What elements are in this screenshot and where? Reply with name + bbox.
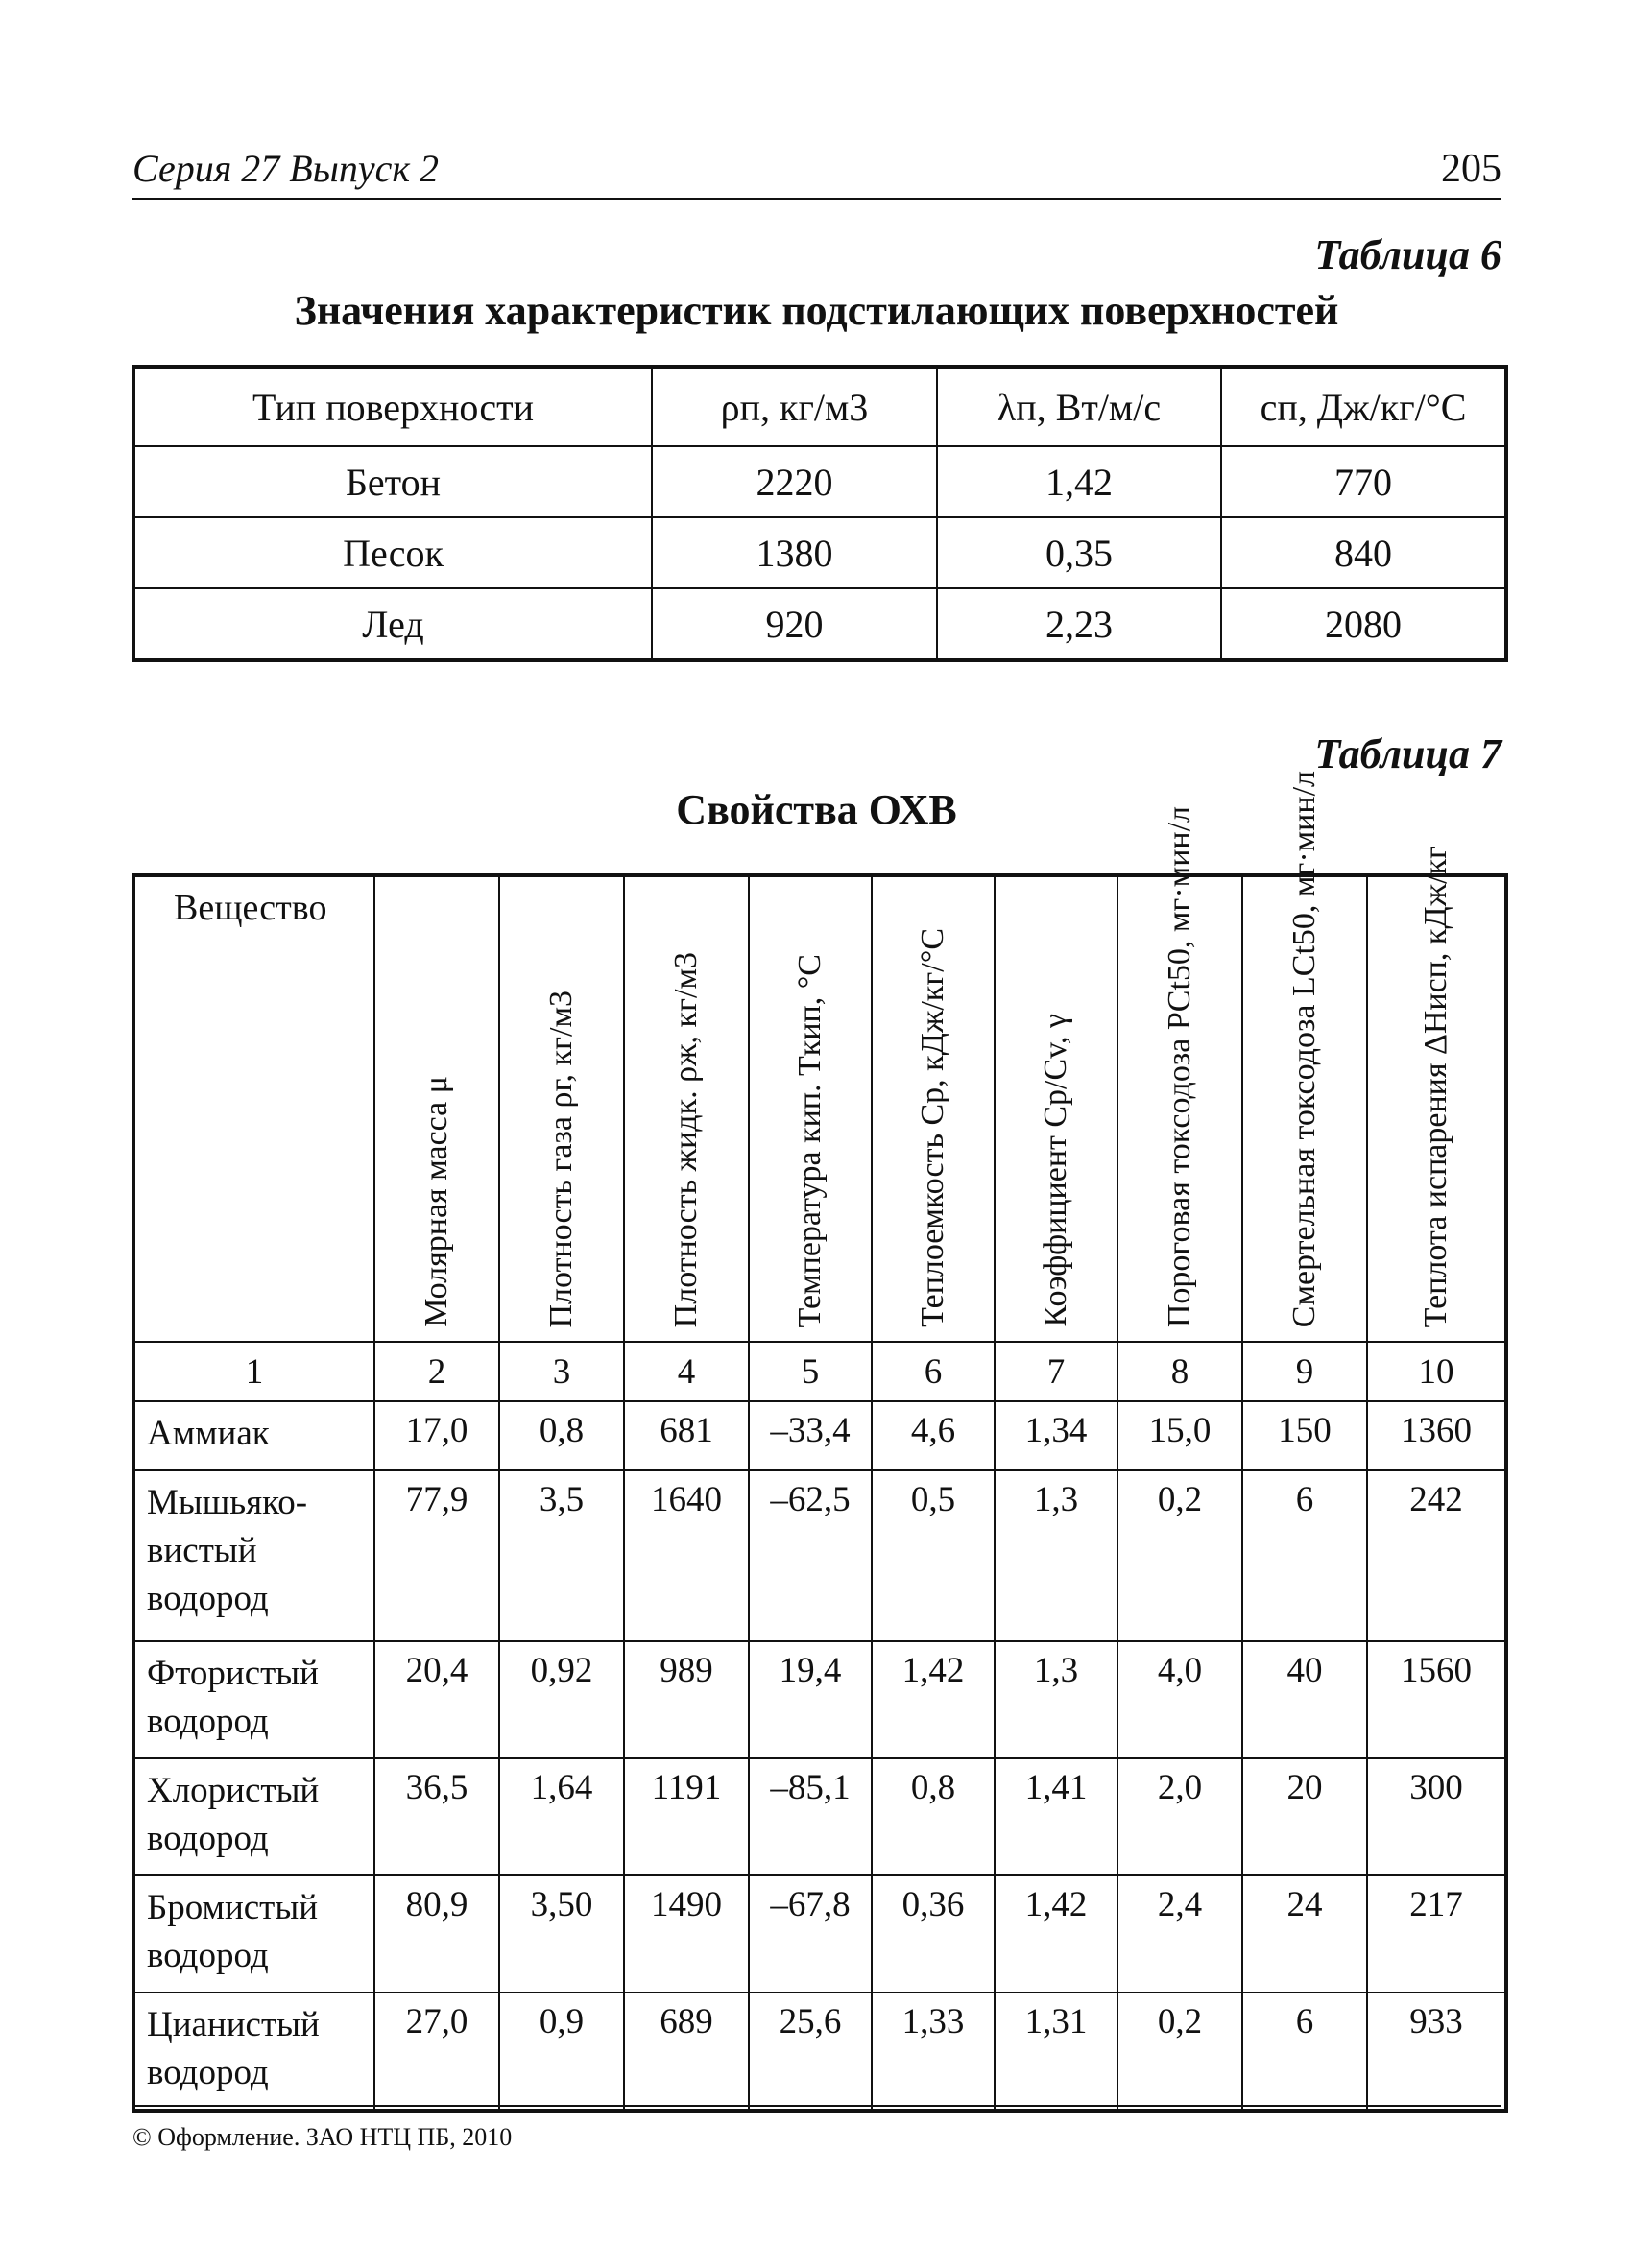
table-cell: 4,0 xyxy=(1117,1641,1242,1758)
column-header-text: Теплоемкость Cp, кДж/кг/°С xyxy=(915,928,950,1327)
column-number: 7 xyxy=(995,1342,1117,1401)
table-row xyxy=(133,446,1506,517)
table-cell: 0,9 xyxy=(499,1993,624,2111)
table-cell: 920 xyxy=(652,588,937,660)
table-cell: 0,36 xyxy=(872,1875,995,1993)
column-header-text: Плотность жидк. ρж, кг/м3 xyxy=(668,951,704,1327)
table-cell: 242 xyxy=(1367,1470,1506,1641)
column-header xyxy=(749,875,872,1342)
table-cell: 681 xyxy=(624,1401,749,1470)
column-header xyxy=(1117,805,1242,1342)
substance-name: Цианистый водород xyxy=(133,1993,374,2111)
table-cell: 1191 xyxy=(624,1758,749,1875)
table-cell: 217 xyxy=(1367,1875,1506,1993)
table-cell: Лед xyxy=(133,588,652,660)
table-cell: 0,8 xyxy=(499,1401,624,1470)
table-cell: –62,5 xyxy=(749,1470,872,1641)
footer-rule xyxy=(132,2105,1501,2107)
table-row xyxy=(133,1470,1506,1641)
column-header-text: Молярная масса μ xyxy=(419,1076,454,1327)
table-cell: 1490 xyxy=(624,1875,749,1993)
column-header-text: Смертельная токсодоза LCt50, мг·мин/л xyxy=(1286,770,1322,1327)
column-header-text: Плотность газа ρг, кг/м3 xyxy=(543,990,579,1327)
table-row xyxy=(133,1641,1506,1758)
column-header xyxy=(1367,845,1506,1342)
surface-properties-table xyxy=(132,365,1508,662)
column-number-row xyxy=(133,1342,1506,1401)
substance-name: Бромистый водород xyxy=(133,1875,374,1993)
table-cell: 1,3 xyxy=(995,1641,1117,1758)
table-cell: 0,8 xyxy=(872,1758,995,1875)
table-cell: 2,4 xyxy=(1117,1875,1242,1993)
table-cell: –85,1 xyxy=(749,1758,872,1875)
column-header xyxy=(1242,770,1367,1342)
table-row xyxy=(133,1401,1506,1470)
column-number: 2 xyxy=(374,1342,499,1401)
column-header xyxy=(374,875,499,1342)
table-cell: 2,23 xyxy=(937,588,1221,660)
column-header xyxy=(872,875,995,1342)
column-header: λп, Вт/м/с xyxy=(937,367,1221,446)
column-header: Вещество xyxy=(133,875,374,1342)
column-header: Тип поверхности xyxy=(133,367,652,446)
table-cell: 17,0 xyxy=(374,1401,499,1470)
table-cell: 989 xyxy=(624,1641,749,1758)
table-cell: 77,9 xyxy=(374,1470,499,1641)
table-cell: 6 xyxy=(1242,1470,1367,1641)
table-cell: 1560 xyxy=(1367,1641,1506,1758)
table-cell: 1380 xyxy=(652,517,937,588)
table-cell: 1640 xyxy=(624,1470,749,1641)
table-cell: 933 xyxy=(1367,1993,1506,2111)
table-cell: 1,41 xyxy=(995,1758,1117,1875)
column-number: 4 xyxy=(624,1342,749,1401)
column-header: сп, Дж/кг/°С xyxy=(1221,367,1506,446)
header-rule xyxy=(132,198,1501,200)
table-cell: 0,2 xyxy=(1117,1993,1242,2111)
table-row xyxy=(133,1758,1506,1875)
table-cell: 3,50 xyxy=(499,1875,624,1993)
table-cell: 1,3 xyxy=(995,1470,1117,1641)
table-header-row xyxy=(133,875,1506,1342)
table-cell: 0,2 xyxy=(1117,1470,1242,1641)
table-cell: 40 xyxy=(1242,1641,1367,1758)
table-header-row xyxy=(133,367,1506,446)
table6-title: Значения характеристик подстилающих поверхностей xyxy=(294,287,1339,334)
table-cell: 770 xyxy=(1221,446,1506,517)
column-header xyxy=(499,875,624,1342)
substance-name: Мышьяко-вистый водород xyxy=(133,1470,374,1641)
table-cell: 27,0 xyxy=(374,1993,499,2111)
column-number: 6 xyxy=(872,1342,995,1401)
column-number: 9 xyxy=(1242,1342,1367,1401)
table-cell: 1,31 xyxy=(995,1993,1117,2111)
table-row xyxy=(133,517,1506,588)
table-cell: 6 xyxy=(1242,1993,1367,2111)
table7-label: Таблица 7 xyxy=(1314,730,1501,777)
table-cell: 24 xyxy=(1242,1875,1367,1993)
table-cell: 4,6 xyxy=(872,1401,995,1470)
table-cell: 1,33 xyxy=(872,1993,995,2111)
table-cell: 150 xyxy=(1242,1401,1367,1470)
table-cell: 0,92 xyxy=(499,1641,624,1758)
table-cell: 2080 xyxy=(1221,588,1506,660)
table-cell: 689 xyxy=(624,1993,749,2111)
table-cell: –67,8 xyxy=(749,1875,872,1993)
table7-title: Свойства ОХВ xyxy=(676,786,957,833)
table-cell: 1,42 xyxy=(995,1875,1117,1993)
column-number: 3 xyxy=(499,1342,624,1401)
table-cell: 19,4 xyxy=(749,1641,872,1758)
column-header-text: Коэффициент Cp/Cv, γ xyxy=(1038,1014,1073,1327)
column-number: 5 xyxy=(749,1342,872,1401)
column-number: 10 xyxy=(1367,1342,1506,1401)
running-head: Серия 27 Выпуск 2 xyxy=(132,147,440,190)
column-header-text: Пороговая токсодоза PCt50, мг·мин/л xyxy=(1162,805,1197,1327)
substance-name: Фтористый водород xyxy=(133,1641,374,1758)
substance-name: Хлористый водород xyxy=(133,1758,374,1875)
substance-name: Аммиак xyxy=(133,1401,374,1470)
table-cell: 1,42 xyxy=(872,1641,995,1758)
table-cell: 20 xyxy=(1242,1758,1367,1875)
table-row xyxy=(133,1993,1506,2111)
table-cell: 3,5 xyxy=(499,1470,624,1641)
column-number: 1 xyxy=(133,1342,374,1401)
table-row xyxy=(133,1875,1506,1993)
table-cell: 1360 xyxy=(1367,1401,1506,1470)
table-cell: 36,5 xyxy=(374,1758,499,1875)
column-header-text: Температура кип. Tкип, °С xyxy=(792,953,828,1327)
table-cell: 15,0 xyxy=(1117,1401,1242,1470)
table-cell: 1,64 xyxy=(499,1758,624,1875)
table-cell: 300 xyxy=(1367,1758,1506,1875)
column-header: ρп, кг/м3 xyxy=(652,367,937,446)
table-cell: 20,4 xyxy=(374,1641,499,1758)
table-cell: 25,6 xyxy=(749,1993,872,2111)
table-row xyxy=(133,588,1506,660)
table-cell: 1,42 xyxy=(937,446,1221,517)
table-cell: 80,9 xyxy=(374,1875,499,1993)
table-cell: 840 xyxy=(1221,517,1506,588)
column-number: 8 xyxy=(1117,1342,1242,1401)
table-cell: Бетон xyxy=(133,446,652,517)
page-number: 205 xyxy=(1441,147,1501,191)
table-cell: 1,34 xyxy=(995,1401,1117,1470)
column-header xyxy=(995,875,1117,1342)
table-cell: 0,35 xyxy=(937,517,1221,588)
table-cell: Песок xyxy=(133,517,652,588)
column-header xyxy=(624,875,749,1342)
table-cell: –33,4 xyxy=(749,1401,872,1470)
table-cell: 2220 xyxy=(652,446,937,517)
table-cell: 2,0 xyxy=(1117,1758,1242,1875)
table6-label: Таблица 6 xyxy=(1314,231,1501,278)
table-cell: 0,5 xyxy=(872,1470,995,1641)
copyright-footer: © Оформление. ЗАО НТЦ ПБ, 2010 xyxy=(132,2123,513,2151)
column-header-text: Теплота испарения ΔHисп, кДж/кг xyxy=(1418,845,1453,1327)
